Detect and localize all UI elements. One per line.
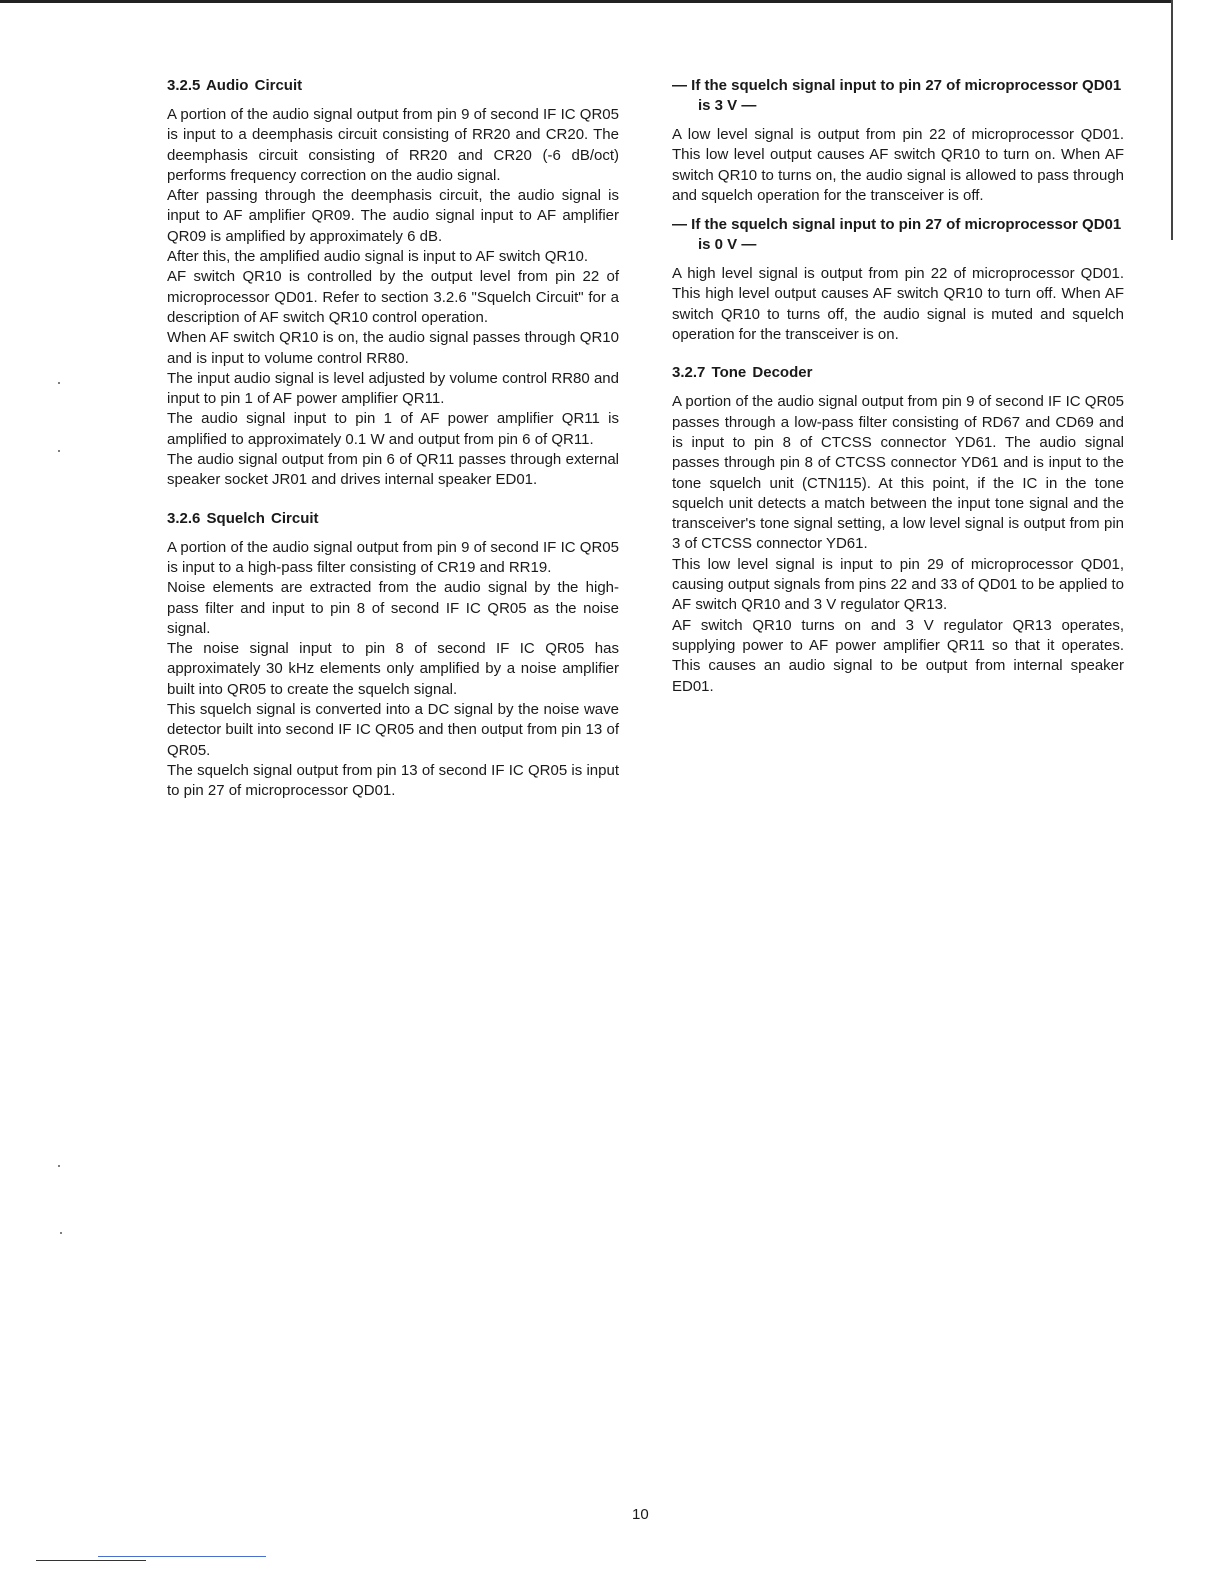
- paragraph: The squelch signal output from pin 13 of second IF IC QR05 is input to pin 27 of microprocessor QD01.: [167, 761, 619, 800]
- paragraph: Noise elements are extracted from the audio signal by the high-pass filter and input to pin 8 of second IF IC QR05 as the noise signal.: [167, 579, 619, 637]
- squelch-circuit-heading: 3.2.6 Squelch Circuit: [167, 509, 319, 527]
- scan-speck: [58, 450, 60, 452]
- page-number: 10: [632, 1506, 649, 1523]
- paragraph: After passing through the deemphasis circuit, the audio signal is input to AF amplifier QR09. The audio signal input to AF amplifier QR09 is amplified by approximately 6 dB.: [167, 187, 619, 245]
- paragraph: The noise signal input to pin 8 of second IF IC QR05 has approximately 30 kHz elements only amplified by a noise amplifier built into QR05 to create the squelch signal.: [167, 640, 619, 698]
- paragraph: The audio signal output from pin 6 of QR11 passes through external speaker socket JR01 and drives internal speaker ED01.: [167, 451, 619, 489]
- squelch-circuit-section: [167, 509, 619, 802]
- paragraph: A portion of the audio signal output from pin 9 of second IF IC QR05 is input to a deemphasis circuit consisting of RR20 and CR20. The deemphasis circuit consisting of RR20 and CR20 (-6 dB/oct) performs frequency correction on the audio signal.: [167, 106, 619, 184]
- audio-circuit-section: [167, 76, 619, 491]
- squelch-3v-condition: [672, 76, 1124, 206]
- scan-speck: [60, 1232, 62, 1234]
- condition-3v-heading: — If the squelch signal input to pin 27 of microprocessor QD01 is 3 V —: [672, 77, 1122, 114]
- right-border-line: [1171, 0, 1173, 240]
- audio-circuit-heading: 3.2.5 Audio Circuit: [167, 77, 303, 94]
- paragraph: AF switch QR10 turns on and 3 V regulator QR13 operates, supplying power to AF power amplifier QR11 so that it operates. This causes an audio signal to be output from internal speaker ED01.: [672, 616, 1124, 695]
- paragraph: The audio signal input to pin 1 of AF power amplifier QR11 is amplified to approximately 0.1 W and output from pin 6 of QR11.: [167, 410, 619, 448]
- paragraph: A portion of the audio signal output from pin 9 of second IF IC QR05 is input to a high-pass filter consisting of CR19 and RR19.: [167, 538, 619, 576]
- paragraph: A portion of the audio signal output from pin 9 of second IF IC QR05 passes through a low-pass filter consisting of RD67 and CD69 and is input to pin 8 of CTCSS connector YD61. The audio signal passes through pin 8 of CTCSS connector YD61 and is input to the tone squelch unit (CTN115). At this point, if the IC in the tone squelch unit detects a match between the input tone signal and the transceiver's tone signal setting, a low level signal is output from pin 3 of CTCSS connector YD61.: [672, 393, 1124, 553]
- paragraph: The input audio signal is level adjusted by volume control RR80 and input to pin 1 of AF power amplifier QR11.: [167, 369, 619, 408]
- scan-speck: [58, 1165, 60, 1167]
- paragraph: This squelch signal is converted into a DC signal by the noise wave detector built into second IF IC QR05 and then output from pin 13 of QR05.: [167, 701, 619, 759]
- condition-0v-heading: — If the squelch signal input to pin 27 of microprocessor QD01 is 0 V —: [672, 216, 1122, 254]
- paragraph: AF switch QR10 is controlled by the output level from pin 22 of microprocessor QD01. Refer to section 3.2.6 "Squelch Circuit" for a description of AF switch QR10 control operation.: [167, 268, 619, 326]
- tone-decoder-section: [672, 363, 1124, 696]
- tone-decoder-heading: 3.2.7 Tone Decoder: [672, 364, 813, 382]
- paragraph: When AF switch QR10 is on, the audio signal passes through QR10 and is input to volume control RR80.: [167, 329, 619, 367]
- scan-speck: [58, 382, 60, 384]
- bottom-rule-blue: [98, 1556, 266, 1557]
- bottom-rule-dark: [36, 1560, 146, 1561]
- left-column: [167, 76, 619, 802]
- paragraph: A low level signal is output from pin 22 of microprocessor QD01. This low level output causes AF switch QR10 to turn on. When AF switch QR10 to turns on, the audio signal is allowed to pass through and squelch operation for the transceiver is off.: [672, 126, 1124, 204]
- squelch-0v-condition: [672, 215, 1124, 345]
- paragraph: After this, the amplified audio signal is input to AF switch QR10.: [167, 248, 589, 266]
- paragraph: A high level signal is output from pin 22 of microprocessor QD01. This high level output causes AF switch QR10 to turn off. When AF switch QR10 to turns off, the audio signal is muted and squelch operation for the transceiver is on.: [672, 265, 1124, 344]
- right-column: [672, 76, 1124, 697]
- paragraph: This low level signal is input to pin 29 of microprocessor QD01, causing output signals from pins 22 and 33 of QD01 to be applied to AF switch QR10 and 3 V regulator QR13.: [672, 555, 1124, 614]
- top-border-line: [0, 0, 1172, 3]
